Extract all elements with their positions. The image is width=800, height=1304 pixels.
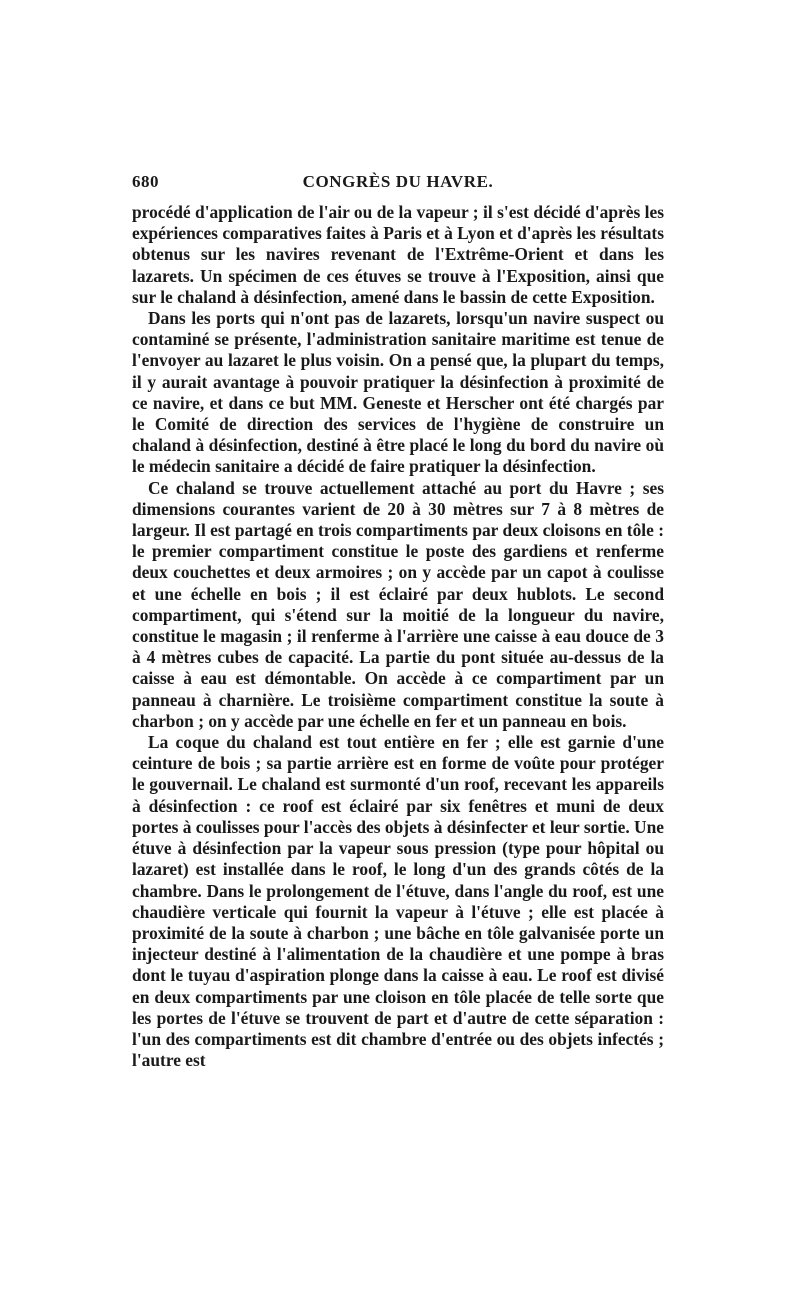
running-title: CONGRÈS DU HAVRE.: [302, 172, 494, 191]
book-page: [132, 172, 664, 1071]
paragraph-coque: La coque du chaland est tout entière en fer ; elle est garnie d'une ceinture de bois ; sa partie arrière est en forme de voûte pour protéger le gouvernail. Le chaland est surmonté d'un roof, recevant les appareils à désinfection : ce roof est éclairé par six fenêtres et muni de deux portes à coulisses pour l'accès des objets à désinfecter et leur sortie. Une étuve à désinfection par la vapeur sous pression (type pour hôpital ou lazaret) est installée dans le roof, le long d'un des grands côtés de la chambre. Dans le prolongement de l'étuve, dans l'angle du roof, est une chaudière verticale qui fournit la vapeur à l'étuve ; elle est placée à proximité de la soute à charbon ; une bâche en tôle galvanisée porte un injecteur destiné à l'alimentation de la chaudière et une pompe à bras dont le tuyau d'aspiration plonge dans la caisse à eau. Le roof est divisé en deux compartiments par une cloison en tôle placée de telle sorte que les portes de l'étuve se trouvent de part et d'autre de cette séparation : l'un des compartiments est dit chambre d'entrée ou des objets infectés ; l'autre est: [132, 732, 664, 1071]
paragraph-chaland: Ce chaland se trouve actuellement attaché au port du Havre ; ses dimensions courantes varient de 20 à 30 mètres sur 7 à 8 mètres de largeur. Il est partagé en trois compartiments par deux cloisons en tôle : le premier compartiment constitue le poste des gardiens et renferme deux couchettes et deux armoires ; on y accède par un capot à coulisse et une échelle en bois ; il est éclairé par deux hublots. Le second compartiment, qui s'étend sur la moitié de la longueur du navire, constitue le magasin ; il renferme à l'arrière une caisse à eau douce de 3 à 4 mètres cubes de capacité. La partie du pont située au-dessus de la caisse à eau est démontable. On accède à ce compartiment par un panneau à charnière. Le troisième compartiment constitue la soute à charbon ; on y accède par une échelle en fer et un panneau en bois.: [132, 477, 664, 731]
running-head: [132, 172, 664, 194]
paragraph-ports: Dans les ports qui n'ont pas de lazarets, lorsqu'un navire suspect ou contaminé se présente, l'administration sanitaire maritime est tenue de l'envoyer au lazaret le plus voisin. On a pensé que, la plupart du temps, il y aurait avantage à pouvoir pratiquer la désinfection à proximité de ce navire, et dans ce but MM. Geneste et Herscher ont été chargés par le Comité de direction des services de l'hygiène de construire un chaland à désinfection, destiné à être placé le long du bord du navire où le médecin sanitaire a décidé de faire pratiquer la désinfection.: [132, 308, 664, 477]
body-text: [132, 202, 664, 1071]
paragraph-continued: procédé d'application de l'air ou de la vapeur ; il s'est décidé d'après les expériences comparatives faites à Paris et à Lyon et d'après les résultats obtenus sur les navires revenant de l'Extrême-Orient et dans les lazarets. Un spécimen de ces étuves se trouve à l'Exposition, ainsi que sur le chaland à désinfection, amené dans le bassin de cette Exposition.: [132, 202, 664, 307]
page-number: 680: [132, 172, 159, 191]
